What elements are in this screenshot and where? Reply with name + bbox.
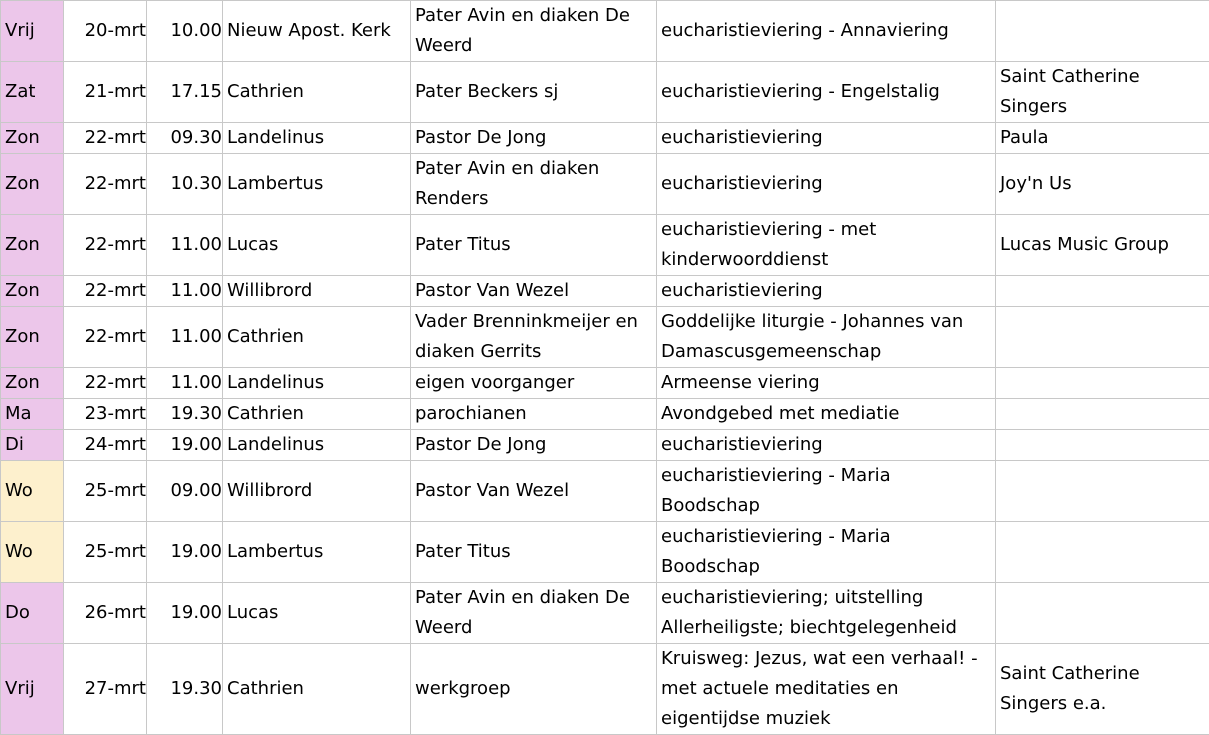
cell-church[interactable]: Cathrien <box>223 307 411 368</box>
cell-time[interactable]: 19.00 <box>147 430 223 461</box>
cell-leader[interactable]: Pater Avin en diaken De Weerd <box>411 583 657 644</box>
schedule-row <box>1 62 1209 123</box>
cell-day[interactable]: Vrij <box>1 1 64 62</box>
cell-day[interactable]: Wo <box>1 461 64 522</box>
cell-church[interactable]: Landelinus <box>223 430 411 461</box>
cell-date[interactable]: 22-mrt <box>64 276 147 307</box>
cell-date[interactable]: 22-mrt <box>64 215 147 276</box>
schedule-row <box>1 215 1209 276</box>
cell-church[interactable]: Willibrord <box>223 276 411 307</box>
cell-music[interactable] <box>996 522 1209 583</box>
cell-leader[interactable]: Pater Beckers sj <box>411 62 657 123</box>
cell-music[interactable]: Saint Catherine Singers <box>996 62 1209 123</box>
cell-church[interactable]: Cathrien <box>223 62 411 123</box>
schedule-row <box>1 154 1209 215</box>
cell-day[interactable]: Vrij <box>1 644 64 735</box>
cell-time[interactable]: 17.15 <box>147 62 223 123</box>
cell-service[interactable]: eucharistieviering <box>657 154 996 215</box>
cell-day[interactable]: Zat <box>1 62 64 123</box>
cell-time[interactable]: 19.00 <box>147 522 223 583</box>
schedule-row <box>1 276 1209 307</box>
cell-date[interactable]: 26-mrt <box>64 583 147 644</box>
cell-date[interactable]: 25-mrt <box>64 461 147 522</box>
cell-leader[interactable]: Pastor Van Wezel <box>411 276 657 307</box>
cell-church[interactable]: Lambertus <box>223 522 411 583</box>
cell-leader[interactable]: eigen voorganger <box>411 368 657 399</box>
cell-time[interactable]: 10.30 <box>147 154 223 215</box>
cell-leader[interactable]: Pastor De Jong <box>411 430 657 461</box>
schedule-row <box>1 123 1209 154</box>
schedule-body <box>1 1 1209 735</box>
cell-leader[interactable]: Pater Titus <box>411 215 657 276</box>
cell-time[interactable]: 11.00 <box>147 276 223 307</box>
cell-leader[interactable]: Pastor Van Wezel <box>411 461 657 522</box>
cell-day[interactable]: Di <box>1 430 64 461</box>
cell-day[interactable]: Do <box>1 583 64 644</box>
cell-music[interactable] <box>996 461 1209 522</box>
cell-leader[interactable]: werkgroep <box>411 644 657 735</box>
cell-time[interactable]: 10.00 <box>147 1 223 62</box>
cell-service[interactable]: eucharistieviering - met kinderwoorddienst <box>657 215 996 276</box>
cell-day[interactable]: Zon <box>1 276 64 307</box>
cell-church[interactable]: Cathrien <box>223 644 411 735</box>
cell-day[interactable]: Zon <box>1 154 64 215</box>
schedule-row <box>1 1 1209 62</box>
cell-time[interactable]: 11.00 <box>147 307 223 368</box>
cell-time[interactable]: 19.00 <box>147 583 223 644</box>
cell-leader[interactable]: Pater Avin en diaken De Weerd <box>411 1 657 62</box>
cell-time[interactable]: 09.00 <box>147 461 223 522</box>
cell-church[interactable]: Cathrien <box>223 399 411 430</box>
cell-date[interactable]: 22-mrt <box>64 307 147 368</box>
cell-leader[interactable]: Pater Titus <box>411 522 657 583</box>
cell-church[interactable]: Lambertus <box>223 154 411 215</box>
cell-music[interactable]: Saint Catherine Singers e.a. <box>996 644 1209 735</box>
cell-time[interactable]: 19.30 <box>147 399 223 430</box>
cell-date[interactable]: 22-mrt <box>64 154 147 215</box>
cell-date[interactable]: 24-mrt <box>64 430 147 461</box>
cell-service[interactable]: Avondgebed met mediatie <box>657 399 996 430</box>
cell-service[interactable]: eucharistieviering - Engelstalig <box>657 62 996 123</box>
cell-service[interactable]: eucharistieviering <box>657 430 996 461</box>
schedule-row <box>1 644 1209 735</box>
cell-church[interactable]: Nieuw Apost. Kerk <box>223 1 411 62</box>
cell-music[interactable] <box>996 583 1209 644</box>
cell-date[interactable]: 22-mrt <box>64 123 147 154</box>
cell-service[interactable]: eucharistieviering <box>657 123 996 154</box>
cell-date[interactable]: 27-mrt <box>64 644 147 735</box>
cell-day[interactable]: Ma <box>1 399 64 430</box>
cell-day[interactable]: Zon <box>1 215 64 276</box>
cell-date[interactable]: 21-mrt <box>64 62 147 123</box>
schedule-row <box>1 307 1209 368</box>
cell-day[interactable]: Zon <box>1 307 64 368</box>
cell-day[interactable]: Zon <box>1 368 64 399</box>
cell-leader[interactable]: Pastor De Jong <box>411 123 657 154</box>
cell-church[interactable]: Lucas <box>223 215 411 276</box>
cell-music[interactable] <box>996 1 1209 62</box>
cell-date[interactable]: 23-mrt <box>64 399 147 430</box>
cell-leader[interactable]: Vader Brenninkmeijer en diaken Gerrits <box>411 307 657 368</box>
cell-music[interactable] <box>996 368 1209 399</box>
cell-time[interactable]: 11.00 <box>147 215 223 276</box>
cell-church[interactable]: Landelinus <box>223 368 411 399</box>
cell-service[interactable]: eucharistieviering - Annaviering <box>657 1 996 62</box>
cell-church[interactable]: Landelinus <box>223 123 411 154</box>
schedule-row <box>1 399 1209 430</box>
cell-time[interactable]: 09.30 <box>147 123 223 154</box>
cell-day[interactable]: Zon <box>1 123 64 154</box>
cell-date[interactable]: 25-mrt <box>64 522 147 583</box>
cell-music[interactable] <box>996 430 1209 461</box>
schedule-row <box>1 583 1209 644</box>
cell-church[interactable]: Willibrord <box>223 461 411 522</box>
cell-service[interactable]: eucharistieviering <box>657 276 996 307</box>
cell-music[interactable]: Joy'n Us <box>996 154 1209 215</box>
schedule-row <box>1 461 1209 522</box>
cell-service[interactable]: eucharistieviering - Maria Boodschap <box>657 522 996 583</box>
cell-service[interactable]: Goddelijke liturgie - Johannes van Damascusgemeenschap <box>657 307 996 368</box>
cell-date[interactable]: 20-mrt <box>64 1 147 62</box>
cell-service[interactable]: eucharistieviering - Maria Boodschap <box>657 461 996 522</box>
cell-time[interactable]: 19.30 <box>147 644 223 735</box>
cell-day[interactable]: Wo <box>1 522 64 583</box>
cell-service[interactable]: Kruisweg: Jezus, wat een verhaal! - met actuele meditaties en eigentijdse muziek <box>657 644 996 735</box>
cell-leader[interactable]: parochianen <box>411 399 657 430</box>
schedule-row <box>1 522 1209 583</box>
cell-music[interactable] <box>996 399 1209 430</box>
cell-music[interactable]: Paula <box>996 123 1209 154</box>
cell-leader[interactable]: Pater Avin en diaken Renders <box>411 154 657 215</box>
cell-music[interactable]: Lucas Music Group <box>996 215 1209 276</box>
cell-music[interactable] <box>996 307 1209 368</box>
cell-music[interactable] <box>996 276 1209 307</box>
cell-service[interactable]: eucharistieviering; uitstelling Allerheiligste; biechtgelegenheid <box>657 583 996 644</box>
schedule-row <box>1 430 1209 461</box>
schedule-row <box>1 368 1209 399</box>
cell-time[interactable]: 11.00 <box>147 368 223 399</box>
cell-church[interactable]: Lucas <box>223 583 411 644</box>
cell-service[interactable]: Armeense viering <box>657 368 996 399</box>
cell-date[interactable]: 22-mrt <box>64 368 147 399</box>
